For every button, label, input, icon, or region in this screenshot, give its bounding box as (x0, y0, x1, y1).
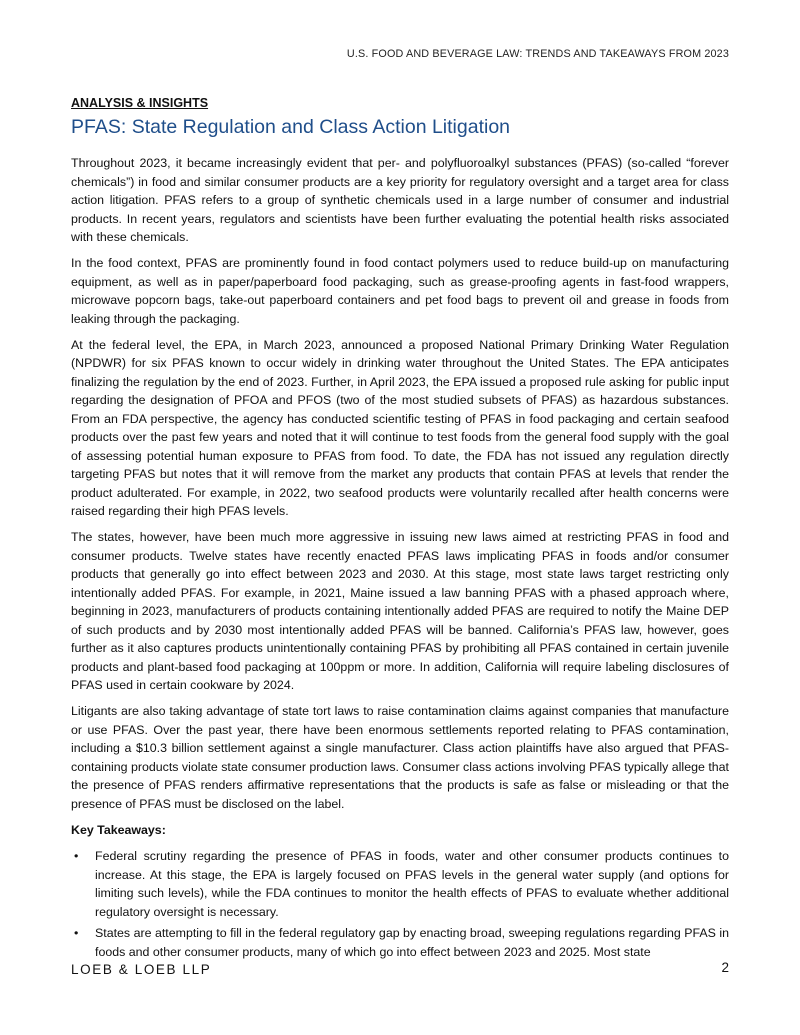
paragraph-food-context: In the food context, PFAS are prominently found in food contact polymers used to reduce build-up on manufacturing equipment, as well as in paper/paperboard food packaging, such as grease-proofing agents in fast-food wrappers, microwave popcorn bags, take-out paperboard containers and pet food bags to prevent oil and grease in foods from leaking through the packaging. (71, 256, 729, 326)
takeaway-item (71, 847, 729, 921)
paragraph-litigation: Litigants are also taking advantage of state tort laws to raise contamination claims against companies that manufacture or use PFAS. Over the past year, there have been enormous settlements reported relating to PFAS contamination, including a $10.3 billion settlement against a single manufacturer. Class action plaintiffs have also argued that PFAS-containing products violate state consumer production laws. Consumer class actions involving PFAS typically allege that the presence of PFAS renders affirmative representations that the products is safe as false or misleading or that the presence of PFAS must be disclosed on the label. (71, 704, 729, 811)
page-number: 2 (721, 960, 729, 975)
main-content (71, 96, 729, 964)
running-header: U.S. FOOD AND BEVERAGE LAW: TRENDS AND TAKEAWAYS FROM 2023 (346, 48, 729, 60)
key-takeaways-list (71, 847, 729, 961)
bullet-icon: • (74, 849, 79, 863)
key-takeaways-heading: Key Takeaways: (71, 822, 166, 837)
paragraph-federal: At the federal level, the EPA, in March 2023, announced a proposed National Primary Drinking Water Regulation (NPDWR) for six PFAS known to occur widely in drinking water throughout the United States. The EPA anticipates finalizing the regulation by the end of 2023. Further, in April 2023, the EPA issued a proposed rule asking for public input regarding the designation of PFOA and PFOS (two of the most studied subsets of PFAS) as hazardous substances. From an FDA perspective, the agency has conducted scientific testing of PFAS in food packaging and certain seafood products over the past few years and noted that it will continue to test foods from the general food supply with the goal of assessing potential human exposure to PFAS from food. To date, the FDA has not issued any regulation directly targeting PFAS but notes that it will remove from the market any products that contain PFAS at levels that render the product adulterated. For example, in 2022, two seafood products were voluntarily recalled after health concerns were raised regarding their high PFAS levels. (71, 337, 729, 518)
takeaway-text: Federal scrutiny regarding the presence of PFAS in foods, water and other consumer products continues to increase. At this stage, the EPA is largely focused on PFAS levels in the general water supply (and options for limiting such levels), while the FDA continues to monitor the health effects of PFAS to evaluate whether additional regulatory oversight is necessary. (95, 849, 729, 919)
section-label: ANALYSIS & INSIGHTS (71, 96, 209, 110)
takeaway-item (71, 924, 729, 961)
firm-logo: LOEB & LOEB LLP (71, 962, 212, 977)
takeaway-text: States are attempting to fill in the federal regulatory gap by enacting broad, sweeping regulations regarding PFAS in foods and other consumer products, many of which go into effect between 2023 and 2025. Most state (95, 926, 729, 959)
page-title: PFAS: State Regulation and Class Action Litigation (71, 116, 511, 138)
bullet-icon: • (74, 926, 79, 940)
paragraph-intro: Throughout 2023, it became increasingly evident that per- and polyfluoroalkyl substances (PFAS) (so-called “forever chemicals”) in food and similar consumer products are a key priority for regulatory oversight and a target area for class action litigation. PFAS refers to a group of synthetic chemicals used in a large number of consumer and industrial products. In recent years, regulators and scientists have been further evaluating the potential health risks associated with these chemicals. (71, 156, 729, 244)
paragraph-states: The states, however, have been much more aggressive in issuing new laws aimed at restricting PFAS in food and consumer products. Twelve states have recently enacted PFAS laws implicating PFAS in foods and/or consumer products that generally go into effect between 2023 and 2030. At this stage, most state laws target restricting only intentionally added PFAS. For example, in 2021, Maine issued a law banning PFAS with a phased approach where, beginning in 2023, manufacturers of products containing intentionally added PFAS are required to notify the Maine DEP of such products and by 2030 most intentionally added PFAS will be banned. California’s PFAS law, however, goes further as it also captures products unintentionally containing PFAS by prohibiting all PFAS contained in certain juvenile products and plant-based food packaging at 100ppm or more. In addition, California will require labeling disclosures of PFAS used in certain cookware by 2024. (71, 530, 729, 692)
